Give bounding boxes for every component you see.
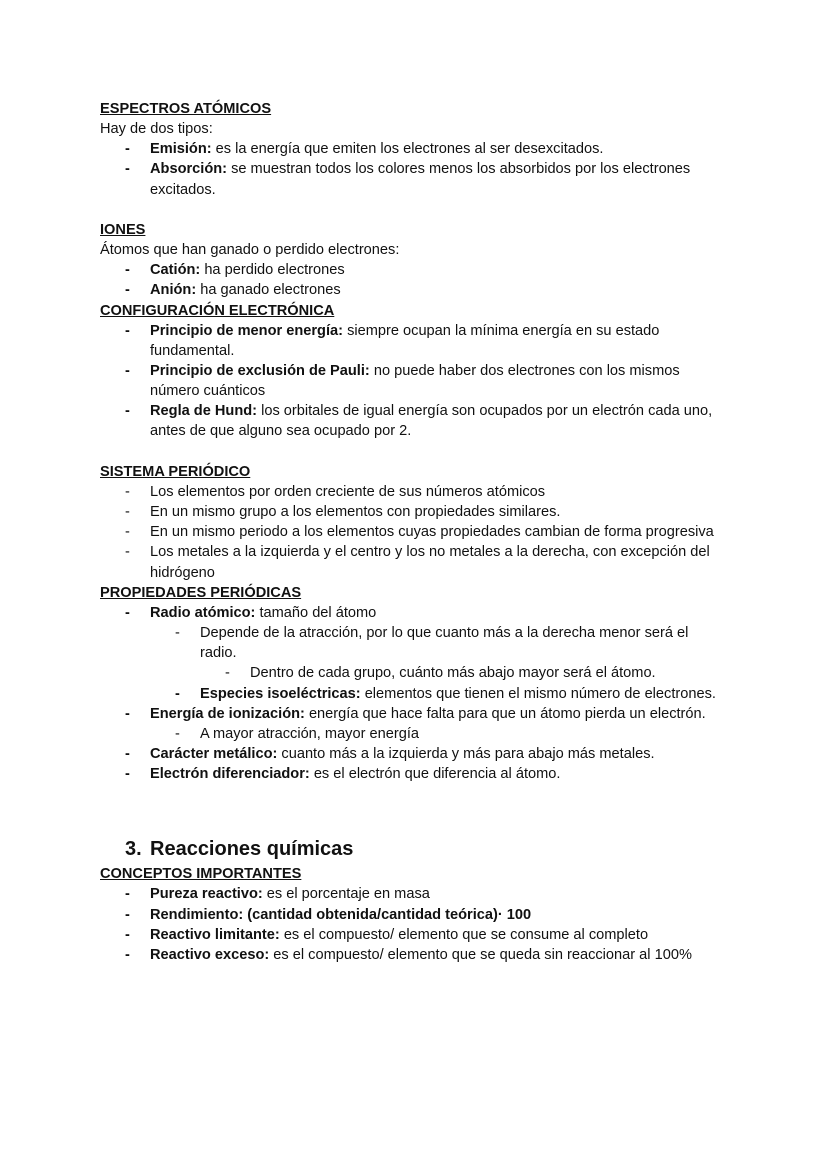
iones-intro: Átomos que han ganado o perdido electrones:: [100, 242, 400, 259]
list-item: - Carácter metálico: cuanto más a la izquierda y más para abajo más metales.: [125, 745, 655, 762]
list-item: - Catión: ha perdido electrones: [125, 262, 345, 279]
list-item: - Radio atómico: tamaño del átomo: [125, 604, 377, 621]
list-item: - Electrón diferenciador: es el electrón que diferencia al átomo.: [125, 766, 561, 783]
list-item: - Principio de menor energía: siempre ocupan la mínima energía en su estado fundamental.: [125, 322, 660, 359]
list-item: - En un mismo periodo a los elementos cuyas propiedades cambian de forma progresiva: [125, 524, 714, 541]
heading-espectros: ESPECTROS ATÓMICOS: [100, 101, 272, 117]
list-item: - Los elementos por orden creciente de sus números atómicos: [125, 483, 546, 500]
list-item: - Regla de Hund: los orbitales de igual energía son ocupados por un electrón cada uno, antes de que alguno sea ocupado por 2.: [125, 403, 713, 440]
list-item: - Principio de exclusión de Pauli: no puede haber dos electrones con los mismos número cuánticos: [125, 363, 680, 400]
list-item: - Energía de ionización: energía que hace falta para que un átomo pierda un electrón.: [125, 705, 706, 722]
heading-sistema: SISTEMA PERIÓDICO: [100, 463, 251, 480]
list-item: - Pureza reactivo: es el porcentaje en masa: [125, 886, 430, 903]
heading-conceptos: CONCEPTOS IMPORTANTES: [100, 866, 302, 883]
list-item: - Rendimiento: (cantidad obtenida/cantidad teórica)· 100: [125, 906, 532, 923]
document-page: [100, 99, 725, 965]
heading-configuracion: CONFIGURACIÓN ELECTRÓNICA: [100, 302, 335, 319]
list-item: - Los metales a la izquierda y el centro y los no metales a la derecha, con excepción del hidrógeno: [125, 544, 710, 581]
heading-propiedades: PROPIEDADES PERIÓDICAS: [100, 584, 302, 601]
list-item: - En un mismo grupo a los elementos con propiedades similares.: [125, 504, 561, 521]
chapter-title: 3. Reacciones químicas: [125, 838, 354, 861]
list-item: - Especies isoeléctricas: elementos que tienen el mismo número de electrones.: [175, 685, 716, 702]
list-item: - Absorción: se muestran todos los colores menos los absorbidos por los electrones excitados.: [125, 161, 691, 198]
list-item: - Anión: ha ganado electrones: [125, 282, 341, 299]
list-item: - A mayor atracción, mayor energía: [175, 725, 420, 742]
list-item: - Reactivo limitante: es el compuesto/ elemento que se consume al completo: [125, 926, 649, 943]
espectros-intro: Hay de dos tipos:: [100, 121, 213, 138]
list-item: - Emisión: es la energía que emiten los electrones al ser desexcitados.: [125, 141, 604, 158]
heading-iones: IONES: [100, 221, 146, 238]
list-item: - Reactivo exceso: es el compuesto/ elemento que se queda sin reaccionar al 100%: [125, 946, 692, 963]
list-item: - Depende de la atracción, por lo que cuanto más a la derecha menor será el radio.: [175, 625, 689, 662]
list-item: - Dentro de cada grupo, cuánto más abajo mayor será el átomo.: [225, 665, 656, 682]
